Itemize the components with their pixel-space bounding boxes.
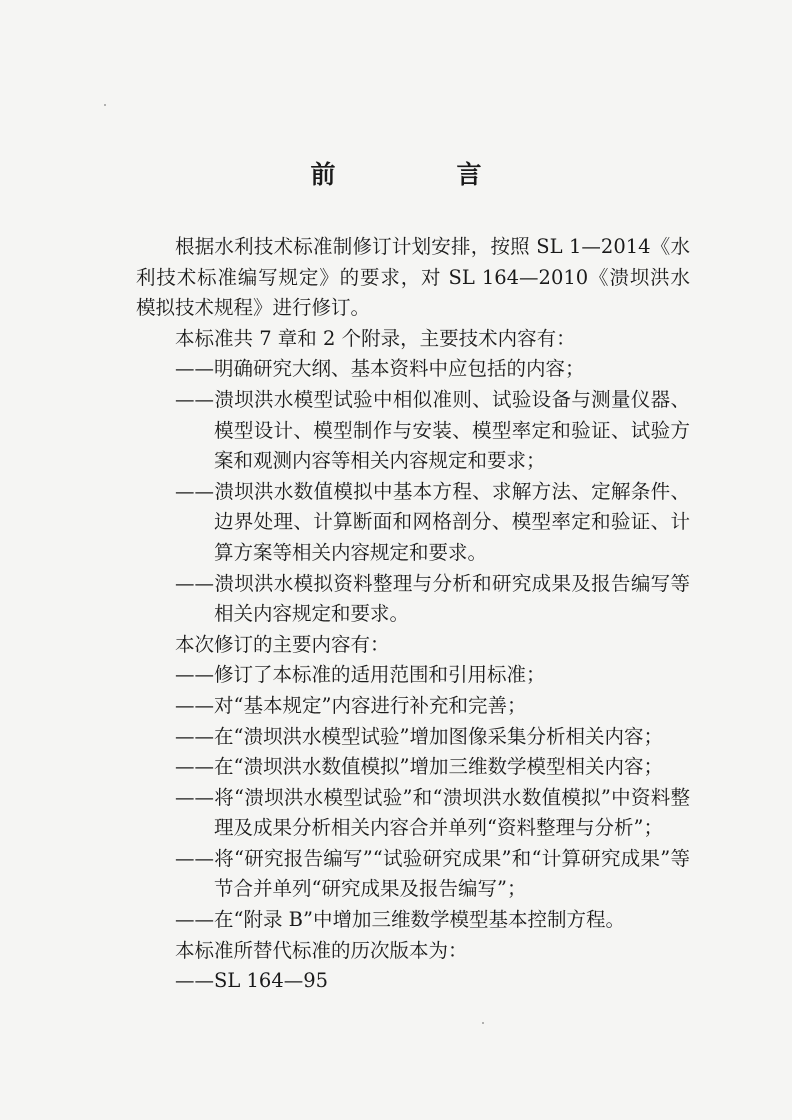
revision-item: ——在“溃坝洪水模型试验”增加图像采集分析相关内容；	[175, 724, 663, 748]
history-heading: 本标准所替代标准的历次版本为：	[175, 938, 468, 962]
main-content-item: ——溃坝洪水模拟资料整理与分析和研究成果及报告编写等相关内容规定和要求。	[175, 571, 690, 626]
scan-speck	[104, 104, 106, 106]
revision-item: ——在“附录 B”中增加三维数学模型基本控制方程。	[175, 908, 625, 932]
main-content-item: ——溃坝洪水数值模拟中基本方程、求解方法、定解条件、边界处理、计算断面和网格剖分、模型率定和验证、计算方案等相关内容规定和要求。	[175, 479, 690, 564]
revision-item: ——将“溃坝洪水模型试验”和“溃坝洪水数值模拟”中资料整理及成果分析相关内容合并单列“资料整理与分析”；	[175, 785, 690, 840]
revision-heading: 本次修订的主要内容有：	[175, 632, 390, 656]
revision-item: ——将“研究报告编写”“试验研究成果”和“计算研究成果”等节合并单列“研究成果及报告编写”；	[175, 846, 690, 901]
revision-item: ——对“基本规定”内容进行补充和完善；	[175, 693, 527, 717]
revision-item: ——在“溃坝洪水数值模拟”增加三维数学模型相关内容；	[175, 755, 663, 779]
intro-paragraph: 根据水利技术标准制修订计划安排，按照 SL 1—2014《水利技术标准编写规定》的要求，对 SL 164—2010《溃坝洪水模拟技术规程》进行修订。	[136, 235, 690, 320]
main-content-heading: 本标准共 7 章和 2 个附录，主要技术内容有：	[175, 326, 576, 350]
foreword-body	[136, 232, 690, 997]
main-content-item: ——明确研究大纲、基本资料中应包括的内容；	[175, 357, 585, 381]
scan-speck	[482, 1022, 484, 1024]
revision-item: ——修订了本标准的适用范围和引用标准；	[175, 663, 546, 687]
page-title: 前 言	[310, 160, 530, 189]
history-item: ——SL 164—95	[175, 969, 329, 993]
main-content-item: ——溃坝洪水模型试验中相似准则、试验设备与测量仪器、模型设计、模型制作与安装、模型率定和验证、试验方案和观测内容等相关内容规定和要求；	[175, 387, 690, 473]
